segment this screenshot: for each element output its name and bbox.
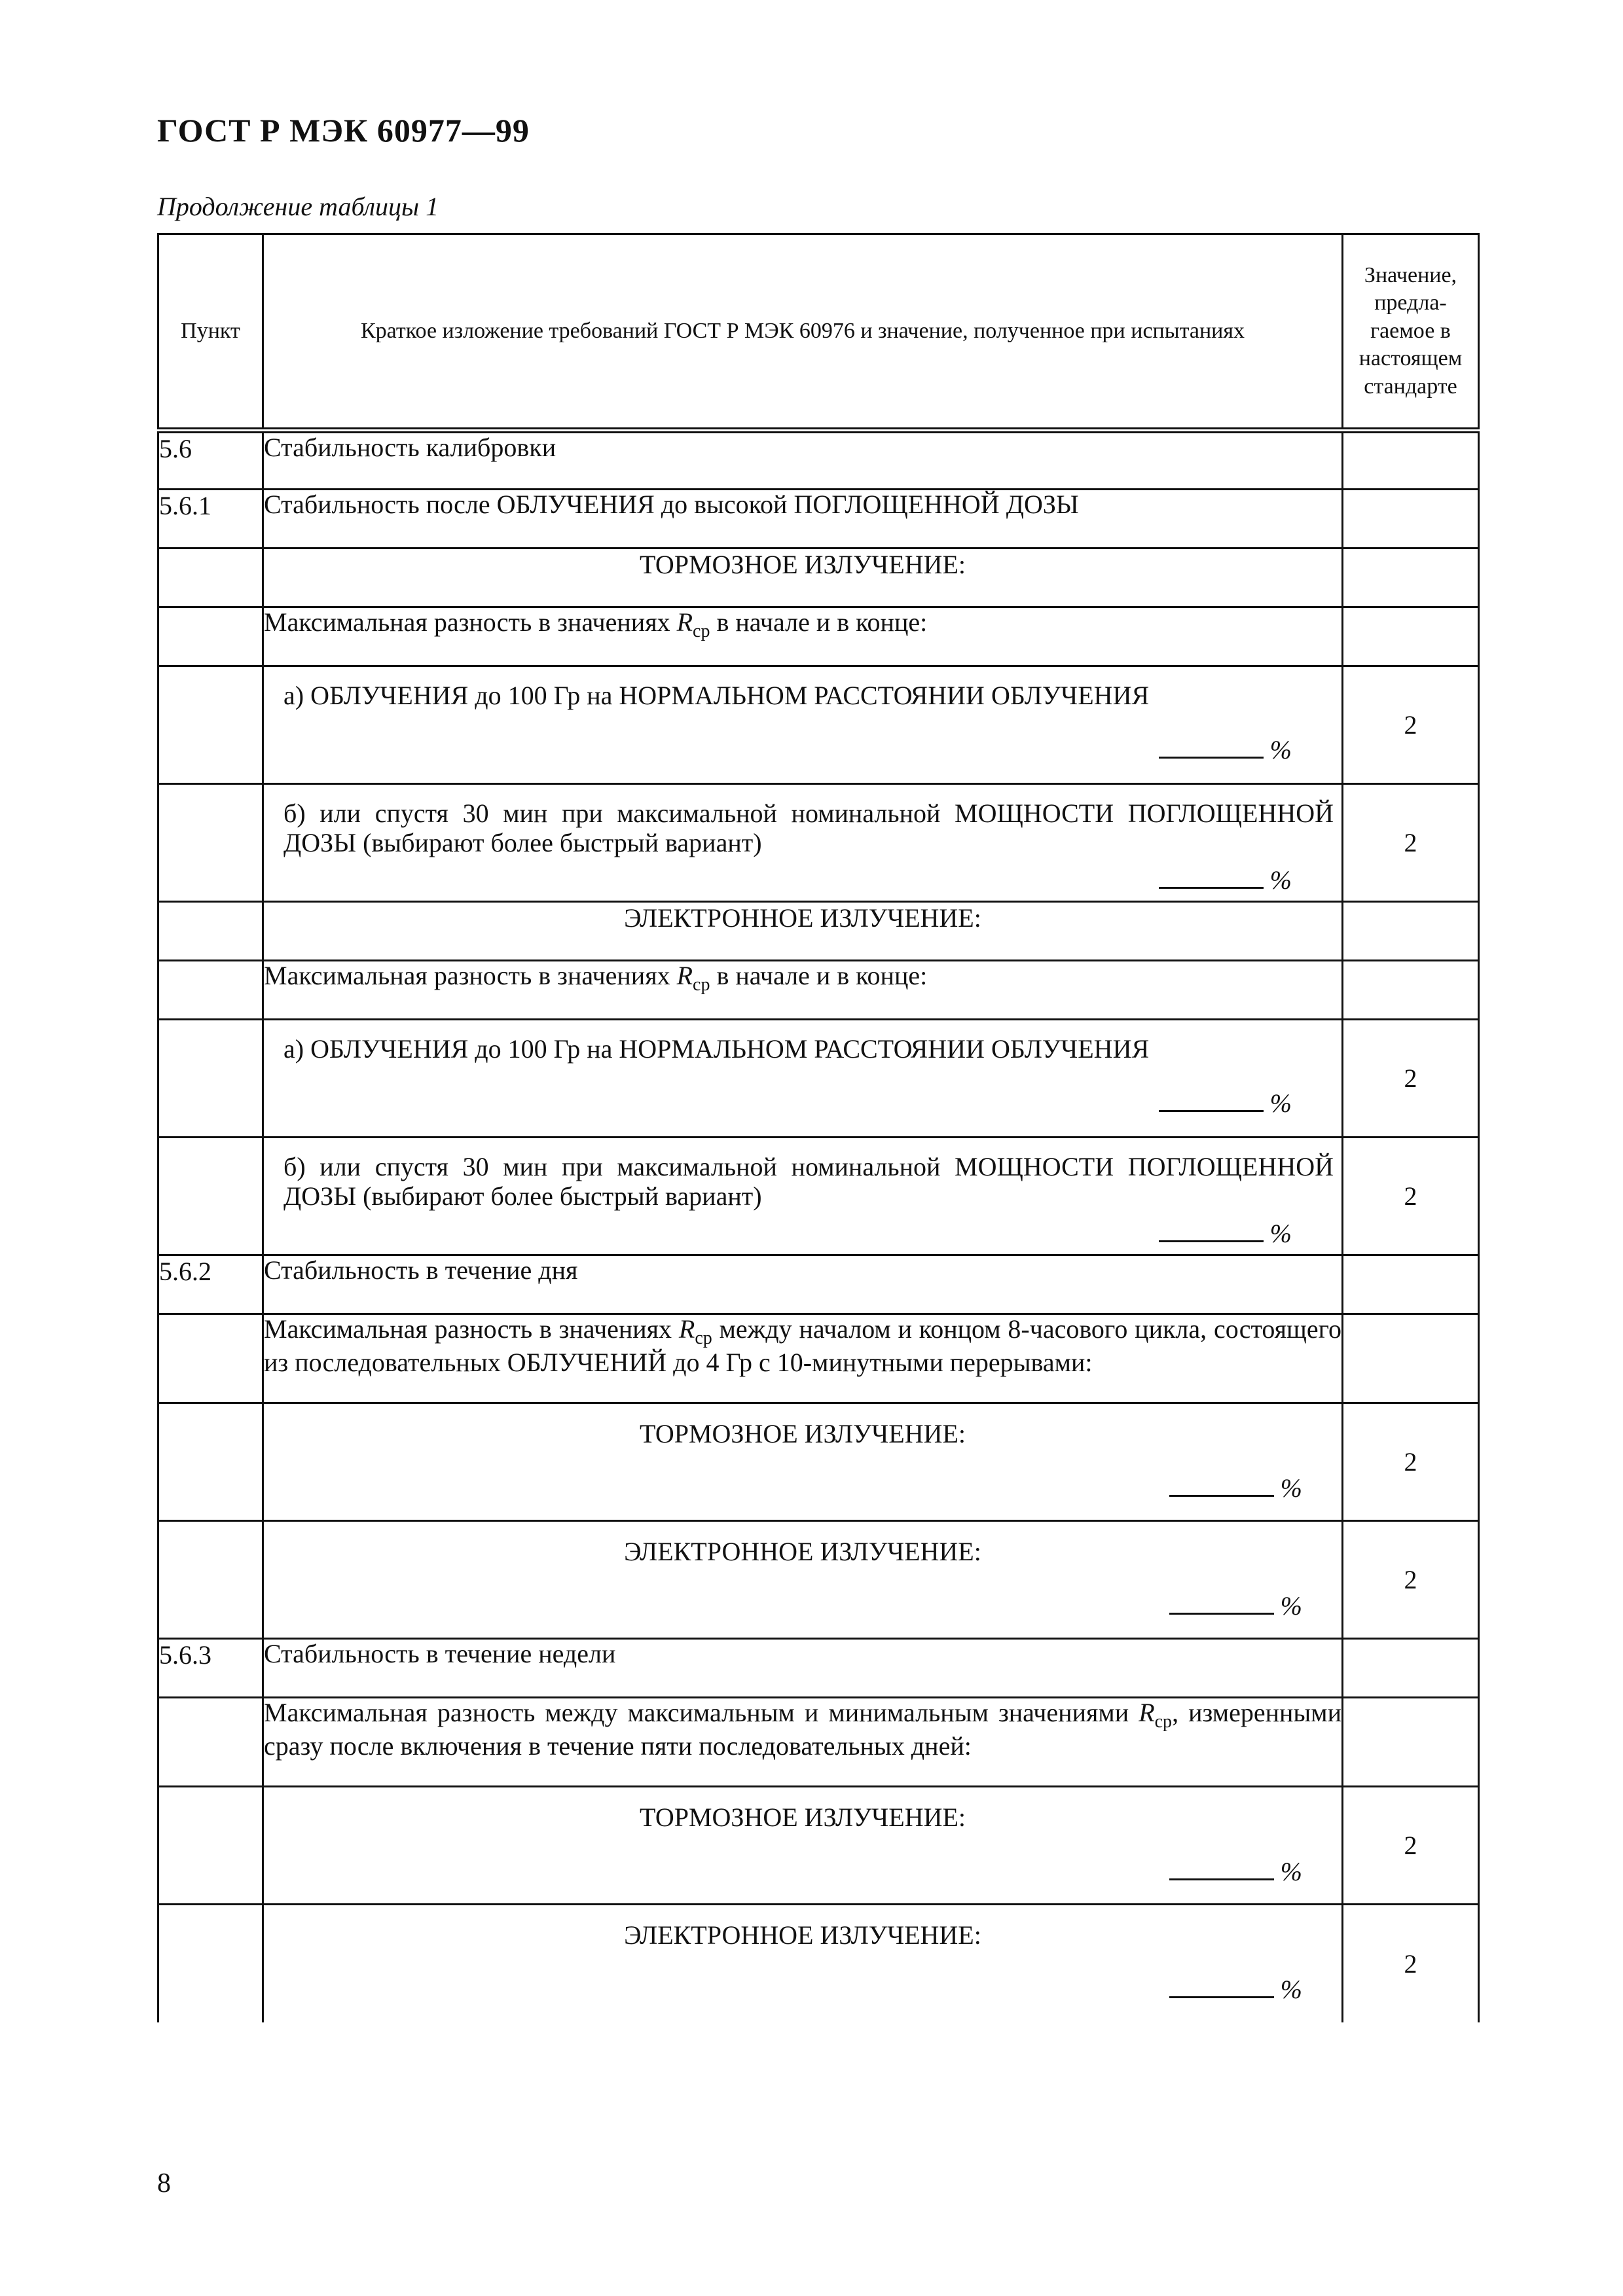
percent-sign: % [1269, 734, 1292, 764]
row-text-part: между началом и концом 8-часового цикла, состоящего из последовательных ОБЛУЧЕНИЙ до 4 Гр с 10-минутными перерывами: [264, 1314, 1342, 1378]
table-row [158, 666, 1479, 784]
row-text: ЭЛЕКТРОННОЕ ИЗЛУЧЕНИЕ: [263, 902, 1343, 961]
row-text-part: Максимальная разность между максимальным и минимальным значениями [264, 1698, 1129, 1727]
row-value: 2 [1343, 1521, 1479, 1639]
row-point [158, 548, 263, 607]
row-text: ТОРМОЗНОЕ ИЗЛУЧЕНИЕ: [263, 548, 1343, 607]
row-text-cell [263, 1521, 1343, 1639]
row-point [158, 1020, 263, 1138]
table-row [158, 1698, 1479, 1787]
row-text-cell [263, 666, 1343, 784]
table-row [158, 1905, 1479, 2022]
requirements-table [157, 233, 1480, 2022]
row-point [158, 607, 263, 666]
row-point [158, 1698, 263, 1787]
r-symbol: R [676, 961, 693, 990]
table-row [158, 902, 1479, 961]
row-text: Стабильность калибровки [263, 431, 1343, 490]
measured-value-field [264, 1211, 1341, 1247]
row-text: Стабильность в течение недели [263, 1639, 1343, 1698]
measured-value-field [264, 1950, 1341, 2003]
blank-line [1169, 1973, 1274, 1998]
row-point [158, 902, 263, 961]
row-value: 2 [1343, 1403, 1479, 1521]
table-row [158, 1403, 1479, 1521]
row-value [1343, 1698, 1479, 1787]
table-row [158, 1138, 1479, 1255]
row-text: ЭЛЕКТРОННОЕ ИЗЛУЧЕНИЕ: [624, 1920, 981, 1950]
header-value [1343, 234, 1479, 431]
row-text-cell [263, 1787, 1343, 1905]
document-title: ГОСТ Р МЭК 60977—99 [157, 112, 530, 149]
table-row [158, 1787, 1479, 1905]
row-value: 2 [1343, 1787, 1479, 1905]
table-row [158, 548, 1479, 607]
table-row [158, 784, 1479, 902]
table-row [158, 1255, 1479, 1314]
table-row [158, 1521, 1479, 1639]
row-point [158, 1905, 263, 2022]
row-point: 5.6.3 [158, 1639, 263, 1698]
row-text: б) или спустя 30 мин при максимальной номинальной МОЩНОСТИ ПОГЛОЩЕННОЙ ДОЗЫ (выбирают более быстрый вариант) [283, 1152, 1334, 1211]
table-row [158, 607, 1479, 666]
row-text [263, 1314, 1343, 1403]
row-value [1343, 1639, 1479, 1698]
r-subscript: ср [693, 975, 710, 995]
blank-line [1169, 1589, 1274, 1615]
row-point [158, 961, 263, 1020]
table-caption: Продолжение таблицы 1 [157, 192, 439, 221]
row-text: ТОРМОЗНОЕ ИЗЛУЧЕНИЕ: [639, 1803, 966, 1832]
blank-line [1159, 1217, 1264, 1242]
blank-line [1159, 733, 1264, 759]
header-point: Пункт [158, 234, 263, 431]
row-text: а) ОБЛУЧЕНИЯ до 100 Гр на НОРМАЛЬНОМ РАССТОЯНИИ ОБЛУЧЕНИЯ [283, 681, 1150, 710]
row-text-cell [263, 1905, 1343, 2022]
row-text: Стабильность после ОБЛУЧЕНИЯ до высокой ПОГЛОЩЕННОЙ ДОЗЫ [263, 490, 1343, 548]
percent-sign: % [1280, 1591, 1302, 1621]
row-point [158, 1787, 263, 1905]
percent-sign: % [1280, 1473, 1302, 1503]
r-subscript: ср [1154, 1712, 1173, 1732]
row-text-part: , измеренными сразу после включения в течение пяти последовательных дней: [264, 1698, 1341, 1761]
header-value-label: Значение, предла-гаемое в настоящем стандарте [1359, 262, 1463, 399]
measured-value-field [264, 858, 1341, 893]
table-row [158, 1020, 1479, 1138]
row-value: 2 [1343, 1905, 1479, 2022]
measured-value-field [264, 1064, 1341, 1117]
measured-value-field [264, 1449, 1341, 1501]
row-value [1343, 431, 1479, 490]
row-point: 5.6 [158, 431, 263, 490]
blank-line [1159, 863, 1264, 889]
measured-value-field [264, 1833, 1341, 1885]
header-summary: Краткое изложение требований ГОСТ Р МЭК 60976 и значение, полученное при испытаниях [263, 234, 1343, 431]
table-row [158, 431, 1479, 490]
row-value [1343, 902, 1479, 961]
blank-line [1169, 1471, 1274, 1497]
row-value [1343, 1314, 1479, 1403]
row-text: а) ОБЛУЧЕНИЯ до 100 Гр на НОРМАЛЬНОМ РАССТОЯНИИ ОБЛУЧЕНИЯ [283, 1034, 1150, 1064]
row-text: ЭЛЕКТРОННОЕ ИЗЛУЧЕНИЕ: [624, 1537, 981, 1566]
r-subscript: ср [695, 1328, 712, 1348]
measured-value-field [264, 1567, 1341, 1619]
row-value [1343, 607, 1479, 666]
row-text-cell [263, 1403, 1343, 1521]
row-text-part: в начале и в конце: [716, 961, 928, 990]
table-row [158, 1639, 1479, 1698]
table-row [158, 490, 1479, 548]
percent-sign: % [1280, 1975, 1302, 2004]
row-text [263, 607, 1343, 666]
row-value: 2 [1343, 784, 1479, 902]
row-point [158, 666, 263, 784]
percent-sign: % [1269, 1088, 1292, 1118]
table-row [158, 1314, 1479, 1403]
row-text-cell [263, 784, 1343, 902]
row-value: 2 [1343, 1020, 1479, 1138]
table-header-row [158, 234, 1479, 431]
row-text-part: в начале и в конце: [716, 607, 928, 637]
blank-line [1169, 1855, 1274, 1880]
r-symbol: R [1139, 1698, 1155, 1727]
row-text-cell [263, 1138, 1343, 1255]
row-point: 5.6.1 [158, 490, 263, 548]
row-text-part: Максимальная разность в значениях [264, 961, 670, 990]
row-text: ТОРМОЗНОЕ ИЗЛУЧЕНИЕ: [639, 1419, 966, 1448]
row-point [158, 784, 263, 902]
row-point [158, 1521, 263, 1639]
row-point [158, 1314, 263, 1403]
row-text: Стабильность в течение дня [263, 1255, 1343, 1314]
r-symbol: R [676, 607, 693, 637]
row-text: б) или спустя 30 мин при максимальной номинальной МОЩНОСТИ ПОГЛОЩЕННОЙ ДОЗЫ (выбирают более быстрый вариант) [283, 798, 1334, 857]
percent-sign: % [1269, 1218, 1292, 1248]
measured-value-field [264, 711, 1341, 763]
row-point [158, 1403, 263, 1521]
r-subscript: ср [693, 621, 710, 641]
r-symbol: R [678, 1314, 695, 1344]
row-text-part: Максимальная разность в значениях [264, 1314, 672, 1344]
page-number: 8 [157, 2168, 171, 2198]
row-value [1343, 1255, 1479, 1314]
row-value: 2 [1343, 1138, 1479, 1255]
row-text [263, 961, 1343, 1020]
row-text-cell [263, 1020, 1343, 1138]
row-point [158, 1138, 263, 1255]
table-row [158, 961, 1479, 1020]
row-value [1343, 961, 1479, 1020]
row-point: 5.6.2 [158, 1255, 263, 1314]
blank-line [1159, 1086, 1264, 1112]
row-text [263, 1698, 1343, 1787]
row-value [1343, 548, 1479, 607]
percent-sign: % [1280, 1857, 1302, 1886]
percent-sign: % [1269, 865, 1292, 895]
row-text-part: Максимальная разность в значениях [264, 607, 670, 637]
row-value: 2 [1343, 666, 1479, 784]
row-value [1343, 490, 1479, 548]
